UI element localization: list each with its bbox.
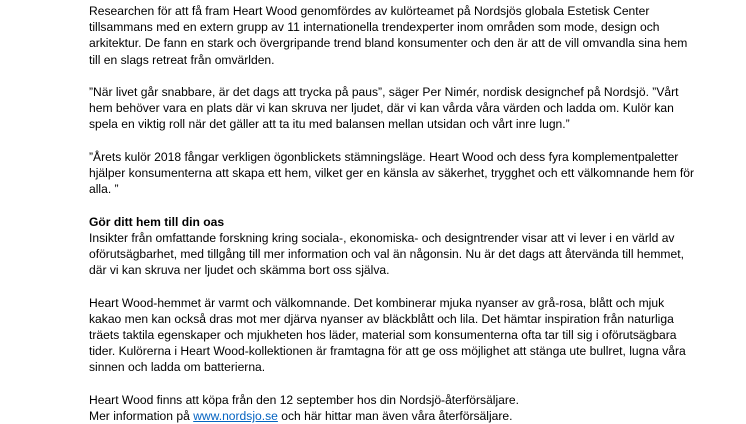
section-heading: Gör ditt hem till din oas (89, 214, 225, 229)
heart-wood-home-paragraph: Heart Wood-hemmet är varmt och välkomnande. Det kombinerar mjuka nyanser av grå-rosa, blått och mjuk kakao men kan också dras mot mer djärva nyanser av bläckblått och lila. Det hämtar inspiration från naturliga träets taktila egenskaper och mjukheten hos läder, material som konsumenterna ofta tar till sig i oförutsägbara tider. Kulörerna i Heart Wood-kollektionen är framtagna för att ge oss möjlighet att stänga ute bullret, lugna våra sinnen och ladda om batterierna. (89, 295, 686, 375)
more-info-line (89, 408, 699, 424)
quote-paragraph-per-nimer: ”När livet går snabbare, är det dags att trycka på paus”, säger Per Nimér, nordisk designchef på Nordsjö. ”Vårt hem behöver vara en plats där vi kan skruva ner ljudet, där vi kan vårda våra värden och ladda om. Kulör kan spela en viktig roll när det gäller att ta itu med balansen mellan utsidan och vårt inre lugn.” (89, 85, 679, 132)
nordsjo-website-link[interactable]: www.nordsjo.se (193, 409, 278, 423)
more-info-suffix: och här hittar man även våra återförsäljare. (277, 409, 513, 423)
document-page (89, 3, 699, 424)
availability-line: Heart Wood finns att köpa från den 12 september hos din Nordsjö-återförsäljare. (89, 392, 520, 407)
intro-paragraph: Researchen för att få fram Heart Wood genomfördes av kulörteamet på Nordsjös globala Estetisk Center tillsammans med en extern grupp av 11 internationella trendexperter inom områden som mode, design och arkitektur. De fann en stark och övergripande trend bland konsumenter och den är att de vill omvandla sina hem till en slags retreat från omvärlden. (89, 4, 688, 67)
insights-paragraph: Insikter från omfattande forskning kring sociala-, ekonomiska- och designtrender visar att vi lever i en värld av oförutsägbarhet, med tillgång till mer information och val än någonsin. Nu är det dags att återvända till hemmet, där vi kan skruva ner ljudet och skämma bort oss själva. (89, 230, 684, 278)
more-info-prefix: Mer information på (89, 409, 194, 423)
quote-paragraph-color-of-year: ”Årets kulör 2018 fångar verkligen ögonblickets stämningsläge. Heart Wood och dess fyra komplementpaletter hjälper konsumenterna att skapa ett hem, vilket ger en känsla av säkerhet, trygghet och ett välkomnande hem för alla. ” (89, 149, 695, 197)
